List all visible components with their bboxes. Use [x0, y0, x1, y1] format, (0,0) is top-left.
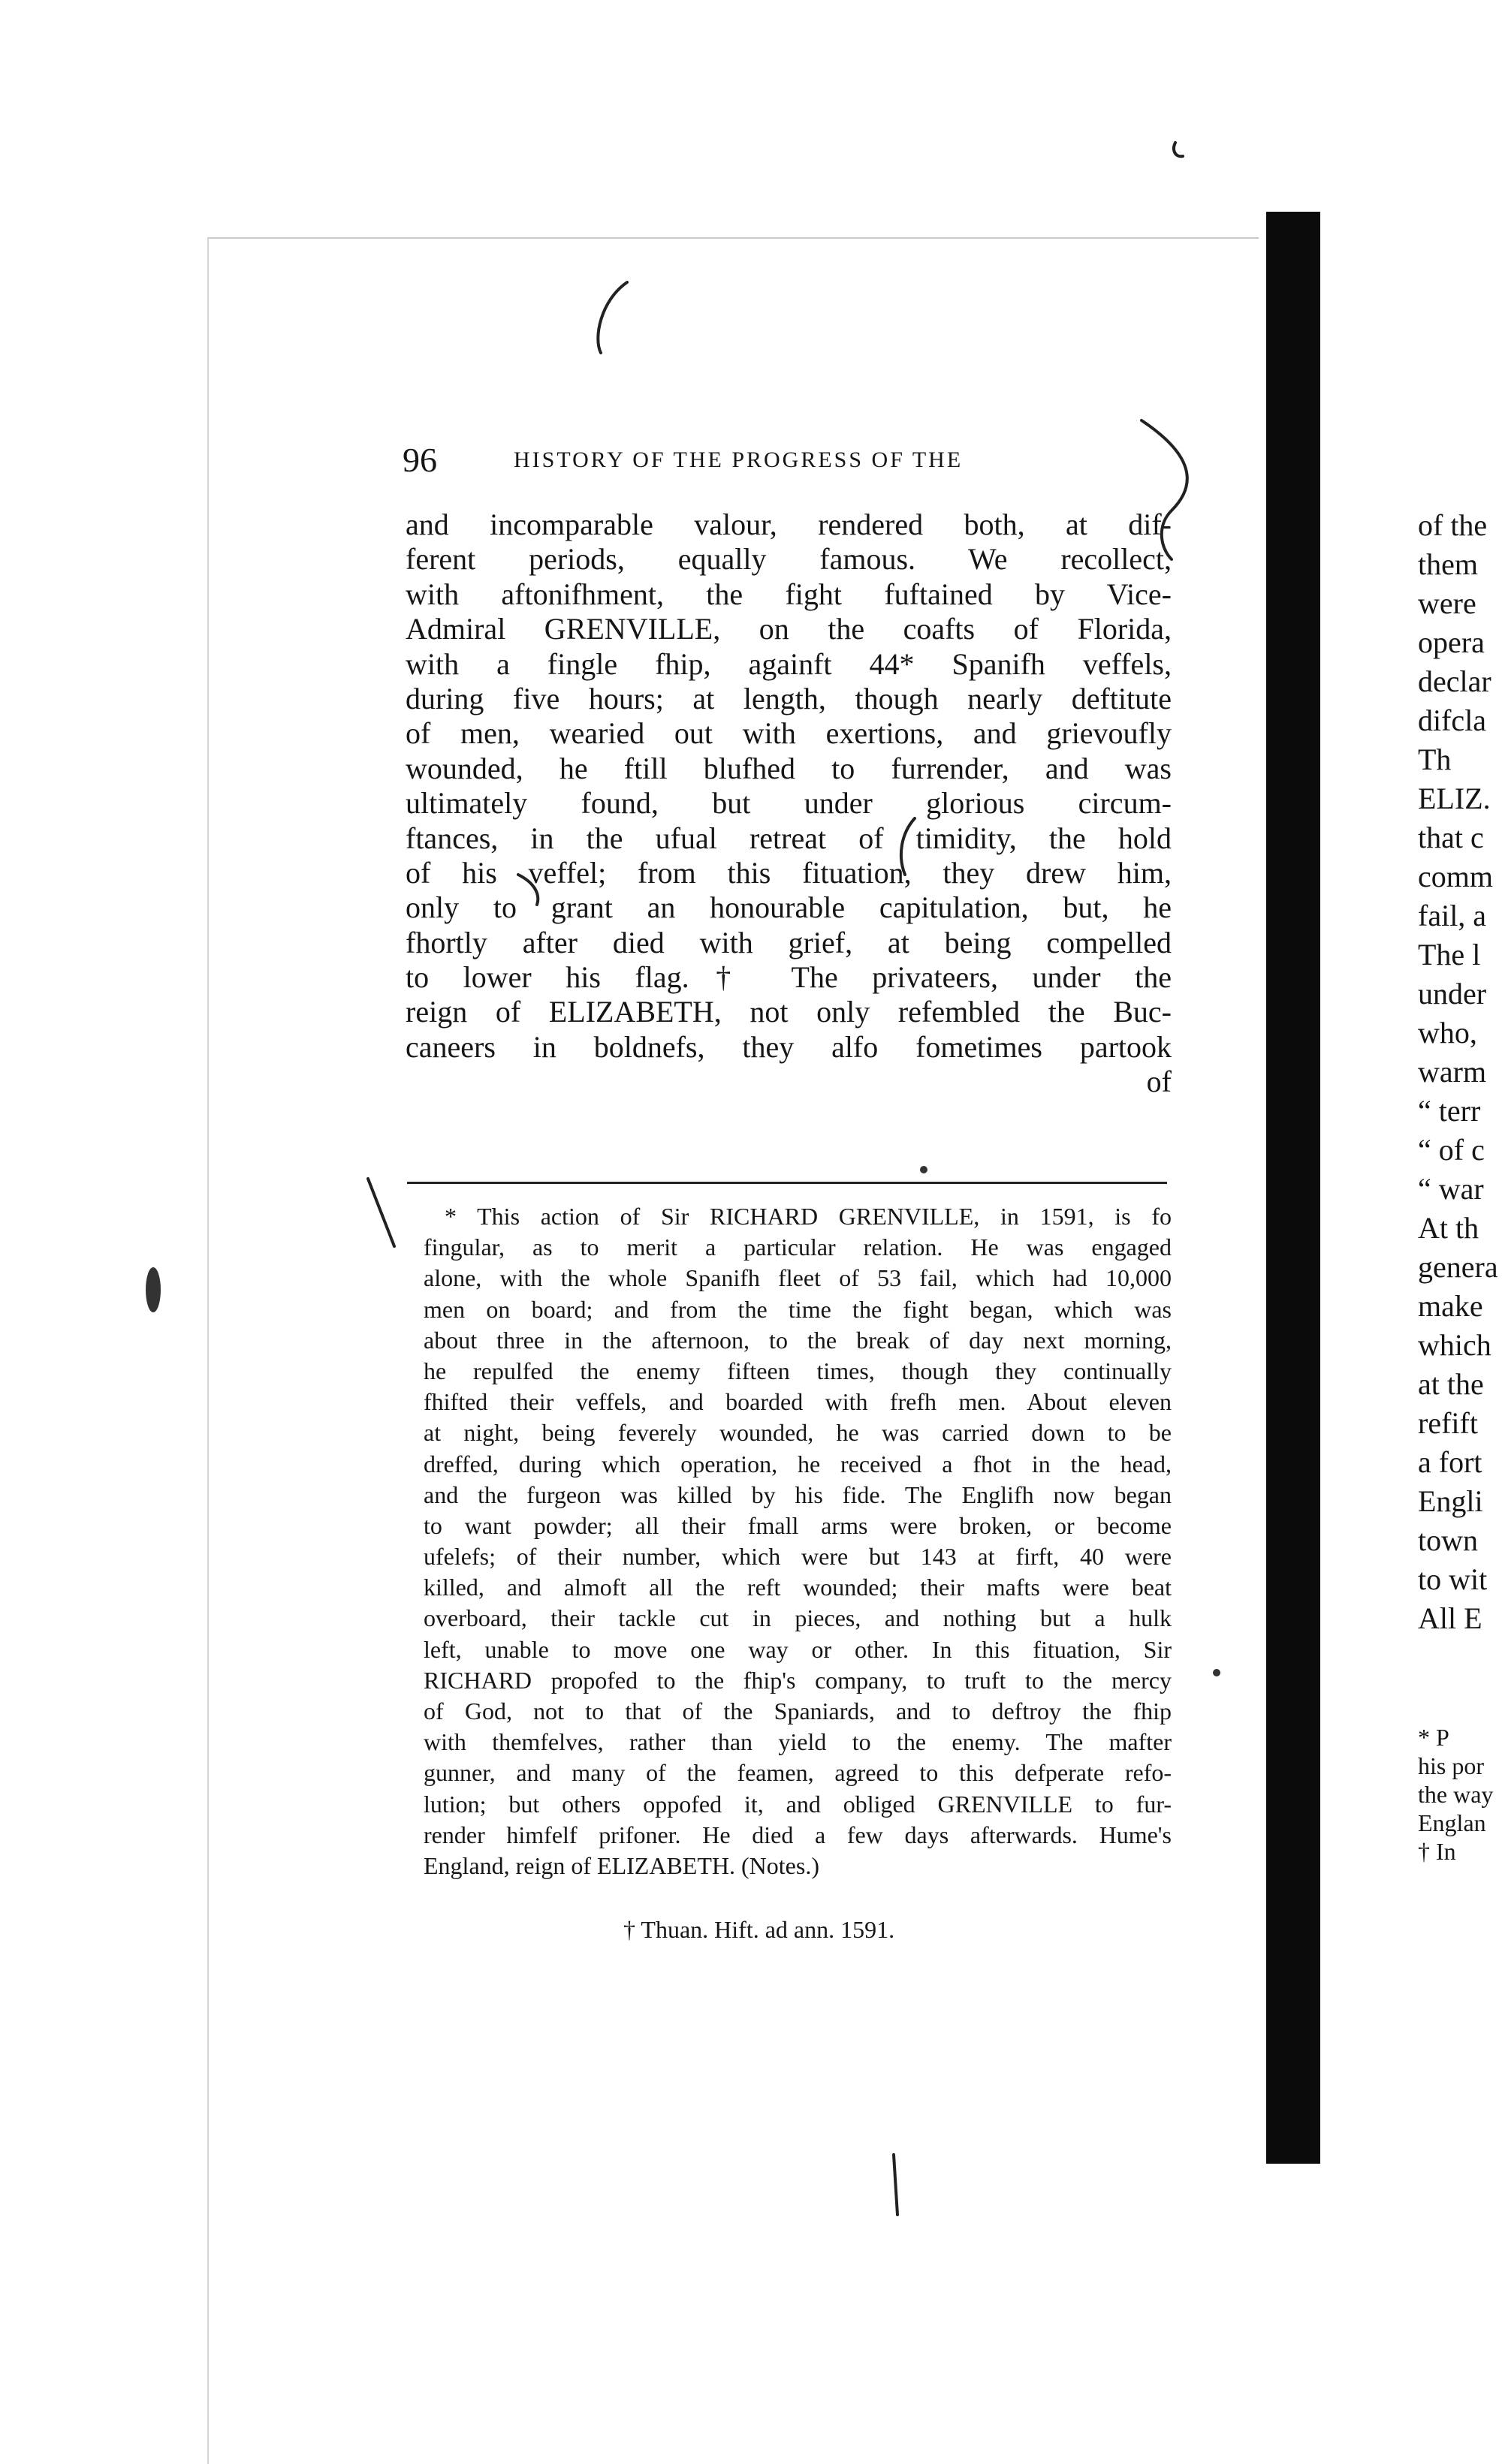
- text-line: reign of ELIZABETH, not only refembled the Buc-: [406, 995, 1172, 1029]
- footnote-line: of God, not to that of the Spaniards, and to deftroy the fhip: [424, 1697, 1172, 1724]
- text-line: with a fingle fhip, againft 44* Spanifh veffels,: [406, 646, 1172, 681]
- footnote-line: render himfelf prifoner. He died a few days afterwards. Hume's: [424, 1821, 1172, 1848]
- facing-text-line: make: [1418, 1289, 1483, 1323]
- footnote-line: about three in the afternoon, to the break of day next morning,: [424, 1326, 1172, 1354]
- running-head: HISTORY OF THE PROGRESS OF THE: [514, 447, 964, 472]
- facing-footnote-line: Englan: [1418, 1809, 1486, 1836]
- facing-text-line: comm: [1418, 860, 1493, 893]
- footnote-line: ufelefs; of their number, which were but 143 at firft, 40 were: [424, 1543, 1172, 1571]
- facing-text-line: refift: [1418, 1406, 1478, 1440]
- facing-page-column: [1418, 508, 1502, 1994]
- facing-text-line: opera: [1418, 625, 1485, 659]
- facing-text-line: All E: [1418, 1601, 1482, 1635]
- text-line: Admiral GRENVILLE, on the coafts of Florida,: [406, 612, 1172, 646]
- text-line: fhortly after died with grief, at being compelled: [406, 925, 1172, 959]
- facing-text-line: difcla: [1418, 703, 1487, 737]
- footnote-line: fingular, as to merit a particular relation. He was engaged: [424, 1234, 1172, 1261]
- text-line: of men, wearied out with exertions, and grievoufly: [406, 716, 1172, 751]
- footnote-rule: [407, 1182, 1167, 1184]
- footnote-dagger: † Thuan. Hift. ad ann. 1591.: [623, 1916, 895, 1943]
- footnote-line: England, reign of ELIZABETH. (Notes.): [424, 1851, 819, 1879]
- facing-text-line: were: [1418, 586, 1476, 620]
- footnote-line: he repulfed the enemy fifteen times, though they continually: [424, 1357, 1172, 1384]
- text-line: wounded, he ftill blufhed to furrender, and was: [406, 751, 1172, 785]
- facing-text-line: to wit: [1418, 1562, 1488, 1596]
- text-line: caneers in boldnefs, they alfo fometimes partook: [406, 1029, 1172, 1064]
- facing-footnote-line: his por: [1418, 1752, 1484, 1779]
- page-number: 96: [403, 441, 437, 479]
- text-line: of his veffel; from this fituation, they drew him,: [406, 855, 1172, 890]
- facing-text-line: town: [1418, 1523, 1478, 1557]
- text-line: of: [1146, 1065, 1172, 1099]
- facing-text-line: The l: [1418, 938, 1481, 971]
- facing-text-line: Th: [1418, 743, 1452, 776]
- facing-text-line: “ war: [1418, 1172, 1484, 1206]
- footnote-line: lution; but others oppofed it, and obliged GRENVILLE to fur-: [424, 1790, 1172, 1818]
- facing-text-line: fail, a: [1418, 899, 1487, 932]
- footnote-star: [424, 1201, 1172, 1881]
- text-line: ultimately found, but under glorious circum-: [406, 786, 1172, 821]
- footnote-line: overboard, their tackle cut in pieces, and nothing but a hulk: [424, 1604, 1172, 1632]
- footnote-line: gunner, and many of the feamen, agreed to this defperate refo-: [424, 1759, 1172, 1787]
- footnote-line: dreffed, during which operation, he received a fhot in the head,: [424, 1450, 1172, 1477]
- facing-text-line: at the: [1418, 1367, 1484, 1401]
- text-line: and incomparable valour, rendered both, at dif-: [406, 508, 1172, 541]
- facing-text-line: warm: [1418, 1055, 1487, 1089]
- footnote-line: fhifted their veffels, and boarded with frefh men. About eleven: [424, 1388, 1172, 1416]
- text-line: to lower his flag.† The privateers, under the: [406, 960, 1172, 995]
- facing-text-line: under: [1418, 977, 1487, 1011]
- facing-footnote-line: the way: [1418, 1781, 1494, 1808]
- footnote-line: * This action of Sir RICHARD GRENVILLE, in 1591, is fo: [445, 1203, 1172, 1230]
- text-line: ferent periods, equally famous. We recollect,: [406, 542, 1172, 577]
- footnote-line: RICHARD propofed to the fhip's company, to truft to the mercy: [424, 1666, 1172, 1694]
- facing-text-line: “ terr: [1418, 1094, 1481, 1128]
- facing-text-line: them: [1418, 547, 1478, 581]
- book-gutter: [1266, 212, 1320, 2164]
- facing-text-line: “ of c: [1418, 1133, 1485, 1167]
- footnote-line: killed, and almoft all the reft wounded; their mafts were beat: [424, 1574, 1172, 1601]
- footnote-line: men on board; and from the time the fight began, which was: [424, 1295, 1172, 1323]
- main-text-block: [406, 508, 1172, 1100]
- text-line: during five hours; at length, though nearly deftitute: [406, 681, 1172, 715]
- facing-text-line: declar: [1418, 664, 1491, 698]
- page-header: [403, 440, 1176, 485]
- footnote-line: left, unable to move one way or other. In this fituation, Sir: [424, 1635, 1172, 1663]
- footnote-line: alone, with the whole Spanifh fleet of 53 fail, which had 10,000: [424, 1264, 1172, 1292]
- facing-text-line: that c: [1418, 821, 1484, 854]
- facing-text-line: genera: [1418, 1250, 1498, 1284]
- facing-text-line: a fort: [1418, 1445, 1482, 1479]
- facing-footnote-line: * P: [1418, 1724, 1449, 1751]
- text-line: ftances, in the ufual retreat of timidity, the hold: [406, 821, 1172, 855]
- footnote-line: and the furgeon was killed by his fide. The Englifh now began: [424, 1481, 1172, 1508]
- facing-text-line: who,: [1418, 1016, 1477, 1050]
- facing-text-line: ELIZ.: [1418, 782, 1491, 815]
- footnote-line: at night, being feverely wounded, he was carried down to be: [424, 1419, 1172, 1447]
- footnote-line: to want powder; all their fmall arms were broken, or become: [424, 1511, 1172, 1539]
- facing-footnote-line: † In: [1418, 1838, 1456, 1865]
- facing-text-line: Engli: [1418, 1484, 1483, 1518]
- text-line: only to grant an honourable capitulation, but, he: [406, 890, 1172, 925]
- facing-text-line: of the: [1418, 508, 1488, 542]
- facing-text-line: At th: [1418, 1211, 1479, 1245]
- facing-text-line: which: [1418, 1328, 1491, 1362]
- text-line: with aftonifhment, the fight fuftained by Vice-: [406, 577, 1172, 611]
- footnote-line: with themfelves, rather than yield to the enemy. The mafter: [424, 1728, 1172, 1756]
